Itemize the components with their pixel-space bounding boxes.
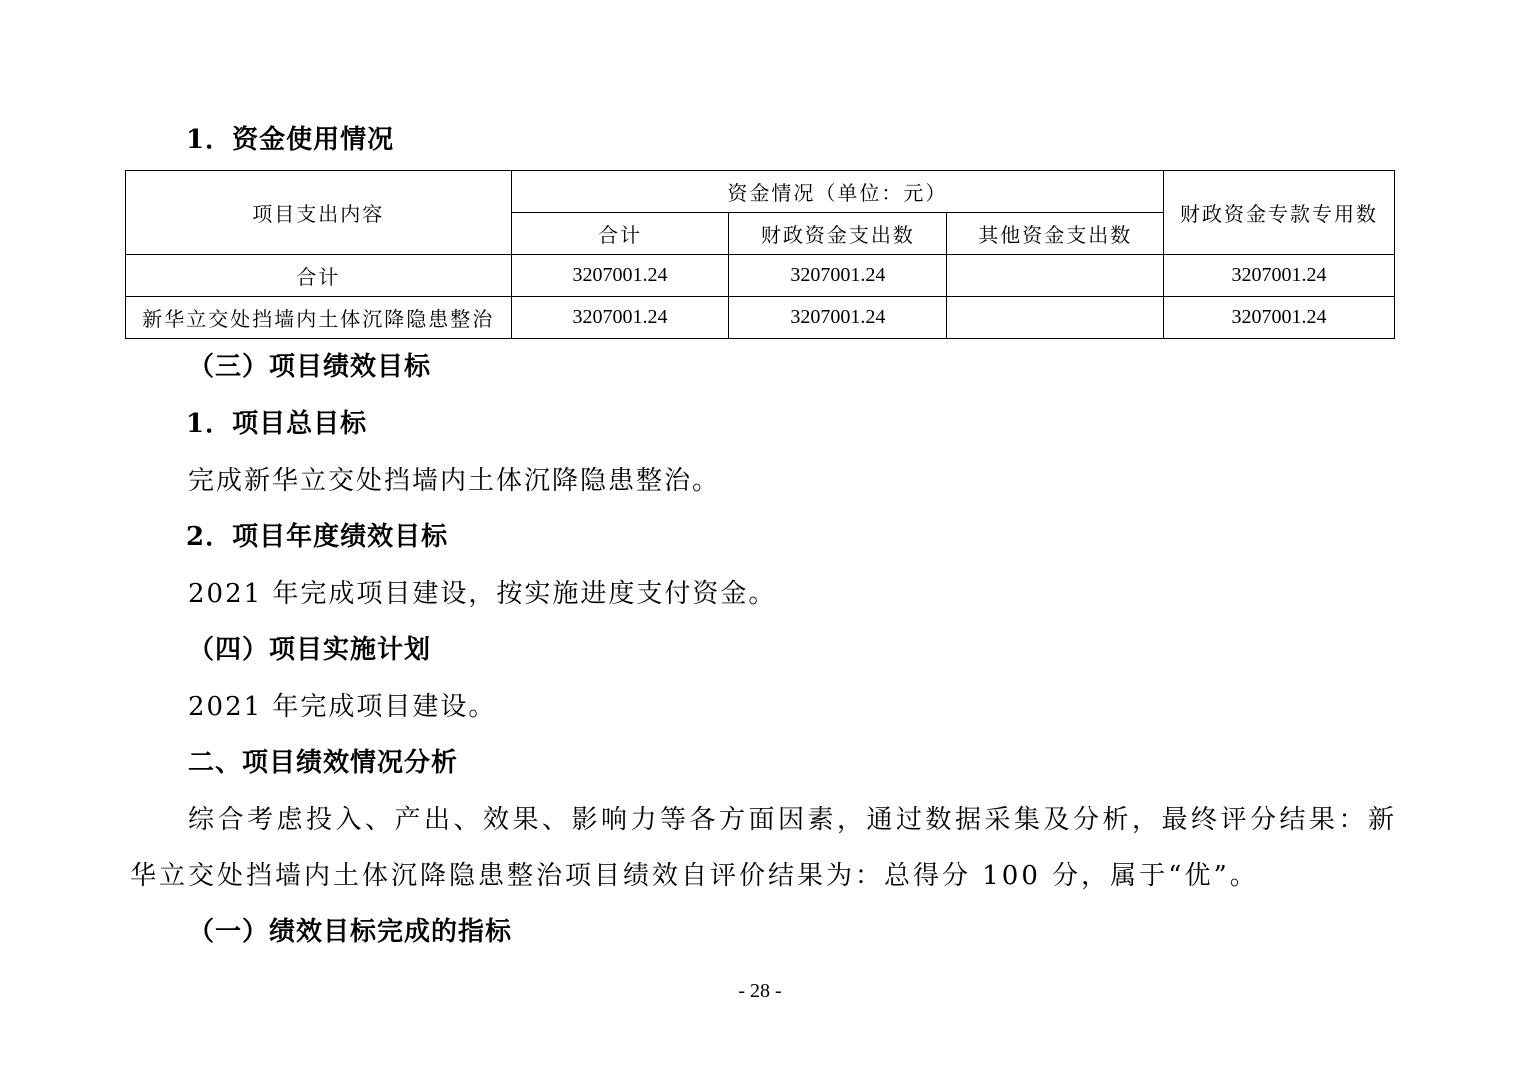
cell-other <box>947 255 1164 297</box>
table-row <box>126 255 1395 297</box>
annual-goal-text: 2021 年完成项目建设，按实施进度支付资金。 <box>188 579 777 609</box>
fund-usage-heading: 1．资金使用情况 <box>186 125 395 155</box>
goal-heading: （三）项目绩效目标 <box>188 352 432 382</box>
plan-heading: （四）项目实施计划 <box>188 635 432 665</box>
cell-other <box>947 297 1164 339</box>
table-header-row <box>126 171 1395 213</box>
header-fund-group: 资金情况（单位：元） <box>511 171 1164 213</box>
cell-fiscal: 3207001.24 <box>729 255 947 297</box>
header-item: 项目支出内容 <box>126 171 512 255</box>
header-special: 财政资金专款专用数 <box>1164 171 1395 255</box>
fund-usage-table <box>125 170 1395 339</box>
total-goal-text: 完成新华立交处挡墙内土体沉降隐患整治。 <box>188 466 721 496</box>
plan-text: 2021 年完成项目建设。 <box>188 692 497 722</box>
header-other: 其他资金支出数 <box>947 213 1164 255</box>
header-fiscal: 财政资金支出数 <box>729 213 947 255</box>
cell-item: 新华立交处挡墙内土体沉降隐患整治 <box>126 297 512 339</box>
cell-item: 合计 <box>126 255 512 297</box>
cell-special: 3207001.24 <box>1164 255 1395 297</box>
annual-goal-heading: 2．项目年度绩效目标 <box>186 522 449 552</box>
cell-fiscal: 3207001.24 <box>729 297 947 339</box>
page-number: - 28 - <box>738 980 782 1002</box>
cell-total: 3207001.24 <box>511 297 729 339</box>
total-goal-heading: 1．项目总目标 <box>186 409 368 439</box>
analysis-text-line-2: 华立交处挡墙内土体沉降隐患整治项目绩效自评价结果为：总得分 100 分，属于“优”。 <box>130 861 1259 891</box>
header-total: 合计 <box>511 213 729 255</box>
cell-total: 3207001.24 <box>511 255 729 297</box>
table-row <box>126 297 1395 339</box>
analysis-heading: 二、项目绩效情况分析 <box>188 748 459 778</box>
indicator-heading: （一）绩效目标完成的指标 <box>188 917 513 947</box>
cell-special: 3207001.24 <box>1164 297 1395 339</box>
analysis-text-line-1: 综合考虑投入、产出、效果、影响力等各方面因素，通过数据采集及分析，最终评分结果：新 <box>188 805 1398 835</box>
